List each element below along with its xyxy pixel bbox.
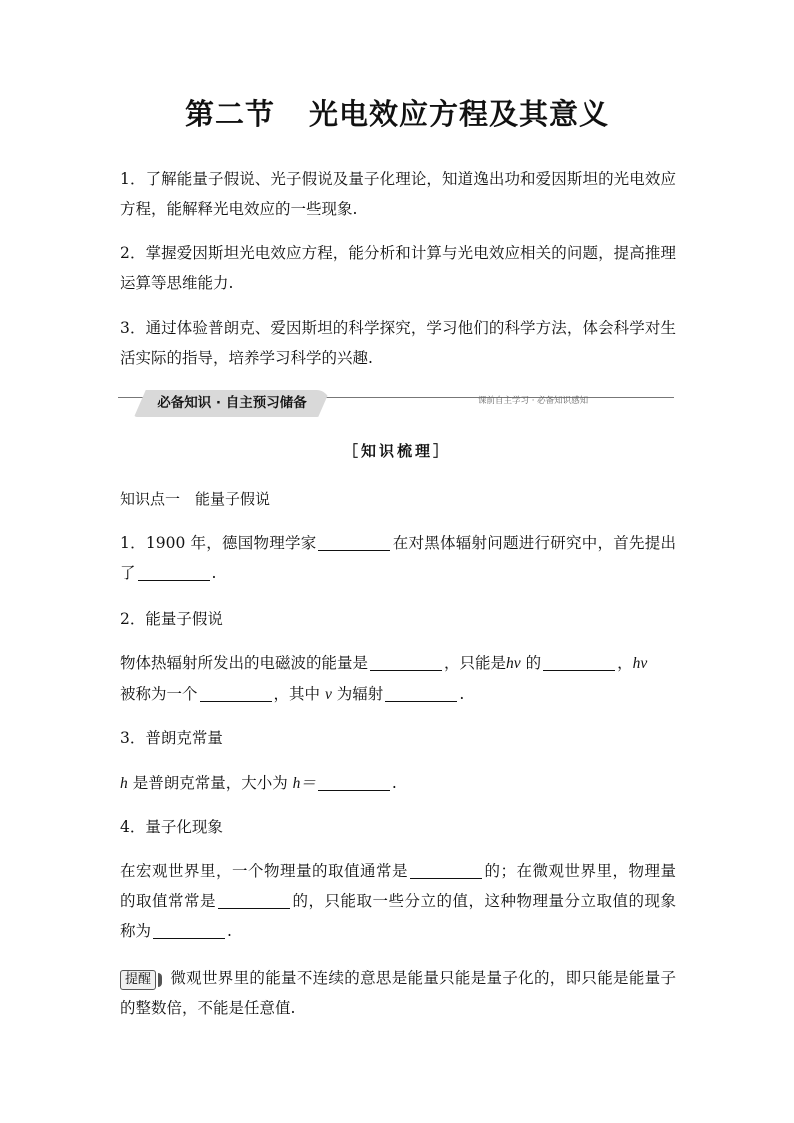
tip-badge: 提醒 (120, 970, 156, 990)
objective-2: 2．掌握爱因斯坦光电效应方程，能分析和计算与光电效应相关的问题，提高推理运算等思维能力. (120, 244, 676, 292)
blank-3[interactable] (370, 654, 442, 671)
item-4-heading: 4．量子化现象 (120, 818, 223, 836)
blank-1[interactable] (318, 534, 390, 551)
item-4-body: 在宏观世界里，一个物理量的取值通常是 的；在微观世界里，物理量的取值常常是 的，只能取一些分立的值，这种物理量分立取值的现象称为 . (120, 862, 676, 940)
objective-1: 1．了解能量子假说、光子假说及量子化理论，知道逸出功和爱因斯坦的光电效应方程，能解释光电效应的一些现象. (120, 170, 676, 218)
blank-9[interactable] (218, 892, 290, 909)
blank-4[interactable] (543, 654, 615, 671)
blank-6[interactable] (385, 685, 457, 702)
title-section: 第二节 (184, 97, 275, 131)
item-1: 1．1900 年，德国物理学家 在对黑体辐射问题进行研究中，首先提出了 . (120, 534, 676, 582)
item-3-heading: 3．普朗克常量 (120, 729, 223, 747)
blank-10[interactable] (153, 922, 225, 939)
blank-2[interactable] (138, 564, 210, 581)
banner-subtitle: 课前自主学习 · 必备知识感知 (478, 396, 589, 406)
tip-note (120, 963, 676, 1023)
page-title (0, 92, 794, 133)
point-heading: 知识点一 能量子假说 (120, 490, 271, 508)
tip-text: 微观世界里的能量不连续的意思是能量只能是量子化的，即只能是能量子的整数倍，不能是任意值. (120, 969, 676, 1017)
section-title: ［知识梳理］ (342, 442, 451, 460)
blank-5[interactable] (200, 685, 272, 702)
blank-8[interactable] (410, 862, 482, 879)
banner-label: 必备知识 · 自主预习储备 (157, 395, 307, 411)
blank-7[interactable] (318, 774, 390, 791)
item-3-body: h 是普朗克常量，大小为 h＝ . (120, 774, 397, 792)
item-2-body: 物体热辐射所发出的电磁波的能量是 ，只能是hν 的 ，hν 被称为一个 ，其中 ν 为辐射 . (120, 654, 648, 703)
title-topic: 光电效应方程及其意义 (309, 97, 610, 131)
item-2-heading: 2．能量子假说 (120, 610, 223, 628)
objective-3: 3．通过体验普朗克、爱因斯坦的科学探究，学习他们的科学方法，体会科学对生活实际的指导，培养学习科学的兴趣. (120, 319, 676, 367)
